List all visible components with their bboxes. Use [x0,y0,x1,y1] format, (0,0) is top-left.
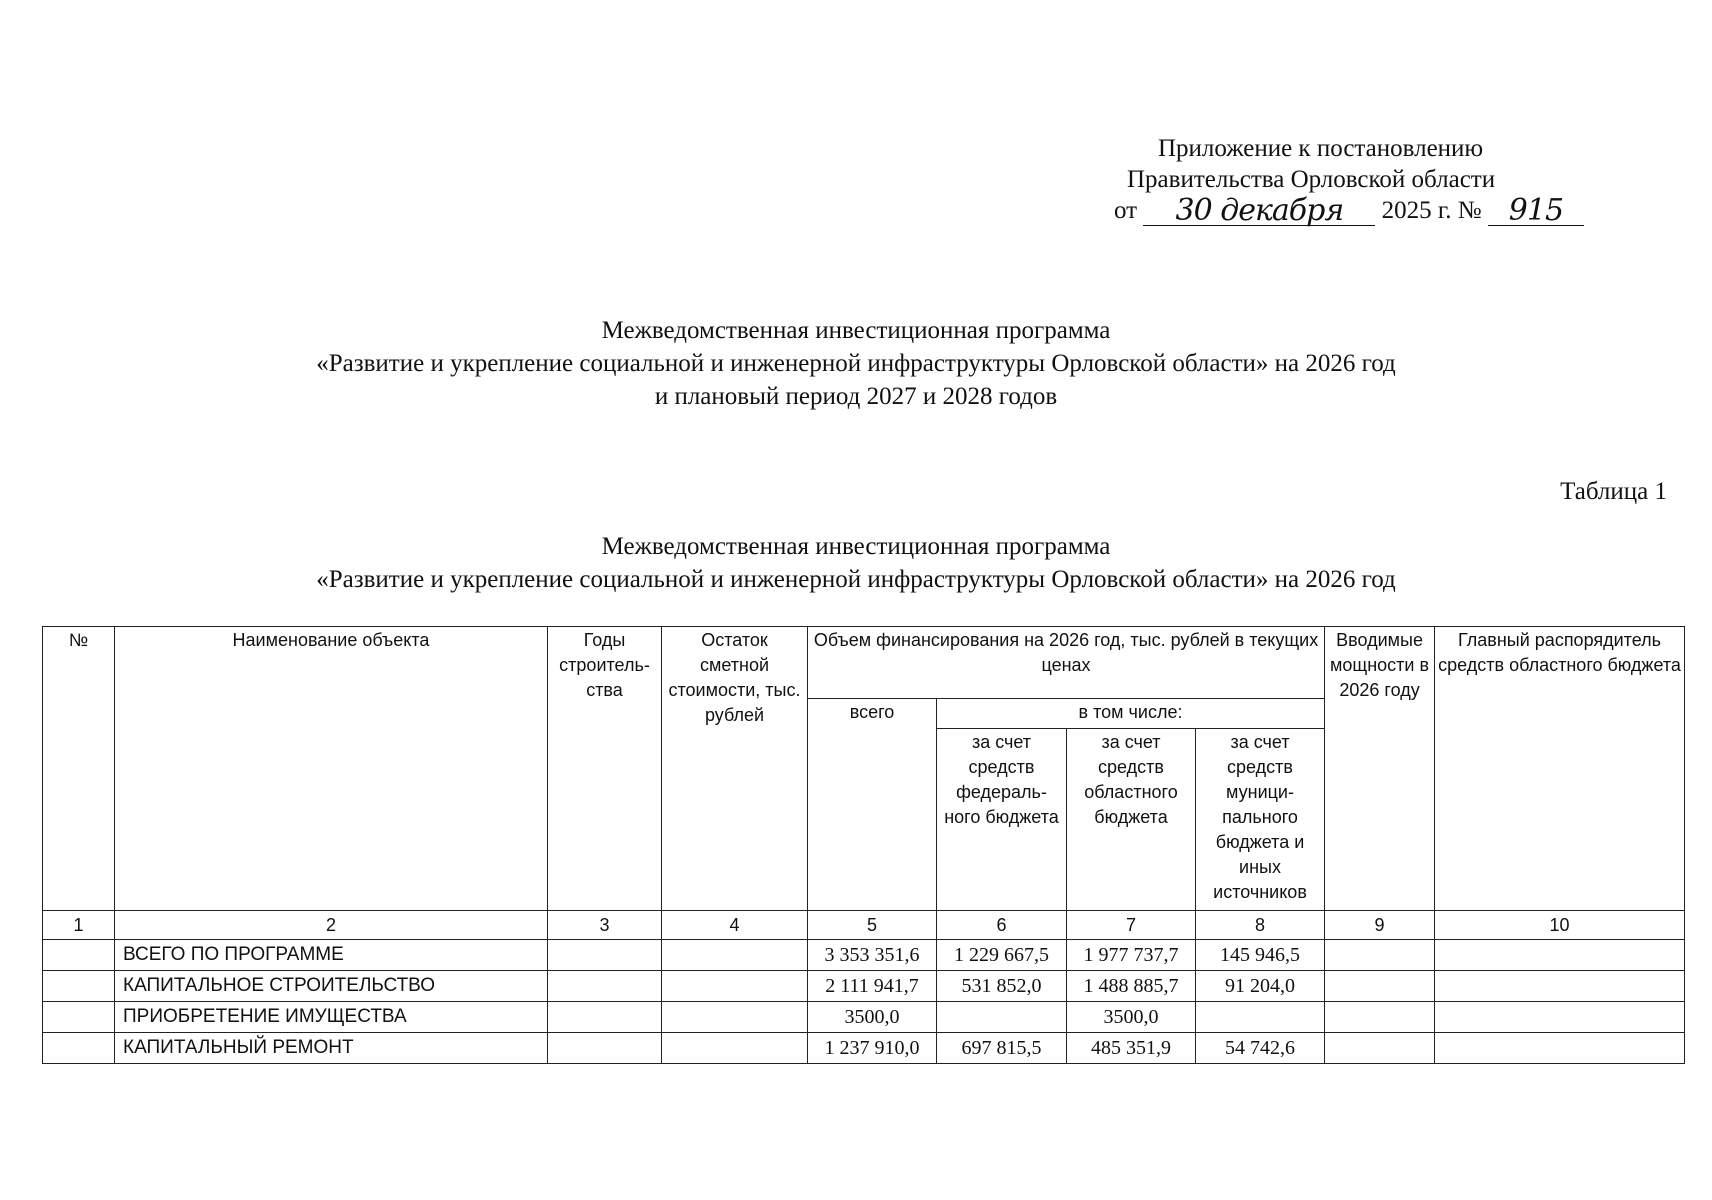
column-number: 1 [43,911,115,940]
cell-years [548,1033,662,1064]
appendix-line-3 [1090,195,1610,226]
cell-total: 3500,0 [808,1002,937,1033]
header-years: Годы строитель-ства [548,627,662,911]
cell-federal: 697 815,5 [937,1033,1067,1064]
table-label: Таблица 1 [1560,478,1667,505]
header-num: № [43,627,115,911]
cell-federal: 1 229 667,5 [937,940,1067,971]
cell-years [548,940,662,971]
column-number: 2 [115,911,548,940]
cell-manager [1435,1033,1685,1064]
cell-regional: 3500,0 [1067,1002,1196,1033]
cell-capacity [1325,1002,1435,1033]
cell-name: ПРИОБРЕТЕНИЕ ИМУЩЕСТВА [115,1002,548,1033]
table-row [43,1033,1685,1064]
document-title [0,314,1712,413]
cell-capacity [1325,1033,1435,1064]
cell-municipal: 145 946,5 [1196,940,1325,971]
column-number: 3 [548,911,662,940]
cell-years [548,1002,662,1033]
cell-remainder [662,1033,808,1064]
cell-total: 1 237 910,0 [808,1033,937,1064]
column-number: 5 [808,911,937,940]
table-row [43,971,1685,1002]
header-municipal: за счет средств муници-пального бюджета и иных источников [1196,729,1325,911]
appendix-prefix: от [1114,197,1138,224]
document-title-line-3: и плановый период 2027 и 2028 годов [654,383,1058,410]
appendix-line-1: Приложение к постановлению [1158,135,1484,162]
cell-total: 3 353 351,6 [808,940,937,971]
cell-regional: 485 351,9 [1067,1033,1196,1064]
header-manager: Главный распорядитель средств областного бюджета [1435,627,1685,911]
header-financing: Объем финансирования на 2026 год, тыс. рублей в текущих ценах [808,627,1325,699]
cell-name: ВСЕГО ПО ПРОГРАММЕ [115,940,548,971]
cell-manager [1435,940,1685,971]
column-number: 7 [1067,911,1196,940]
handwritten-date: 30 декабря [1143,197,1375,226]
column-number: 9 [1325,911,1435,940]
cell-federal [937,1002,1067,1033]
table-row [43,940,1685,971]
appendix-line-2: Правительства Орловской области [1127,166,1496,193]
table-title-line-2: «Развитие и укрепление социальной и инженерной инфраструктуры Орловской области» на 2026 год [316,566,1396,593]
table-body [43,911,1685,1064]
cell-municipal: 54 742,6 [1196,1033,1325,1064]
header-name: Наименование объекта [115,627,548,911]
cell-regional: 1 977 737,7 [1067,940,1196,971]
column-number: 4 [662,911,808,940]
cell-manager [1435,971,1685,1002]
header-total: всего [808,699,937,911]
cell-capacity [1325,940,1435,971]
cell-num [43,971,115,1002]
cell-name: КАПИТАЛЬНОЕ СТРОИТЕЛЬСТВО [115,971,548,1002]
cell-total: 2 111 941,7 [808,971,937,1002]
cell-capacity [1325,971,1435,1002]
header-capacity: Вводимые мощности в 2026 году [1325,627,1435,911]
cell-num [43,1033,115,1064]
document-title-line-1: Межведомственная инвестиционная программа [601,317,1111,344]
column-number-row [43,911,1685,940]
document-title-line-2: «Развитие и укрепление социальной и инженерной инфраструктуры Орловской области» на 2026 год [316,350,1396,377]
table-title [0,530,1712,596]
column-number: 10 [1435,911,1685,940]
column-number: 8 [1196,911,1325,940]
appendix-year-text: 2025 г. № [1381,197,1482,224]
cell-num [43,1002,115,1033]
handwritten-number: 915 [1488,197,1584,226]
cell-remainder [662,971,808,1002]
header-including: в том числе: [937,699,1325,729]
cell-remainder [662,940,808,971]
cell-manager [1435,1002,1685,1033]
table-row [43,1002,1685,1033]
header-remainder: Остаток сметной стоимости, тыс. рублей [662,627,808,911]
cell-name: КАПИТАЛЬНЫЙ РЕМОНТ [115,1033,548,1064]
cell-num [43,940,115,971]
appendix-header [1090,133,1610,226]
cell-municipal [1196,1002,1325,1033]
cell-years [548,971,662,1002]
table-title-line-1: Межведомственная инвестиционная программа [601,533,1111,560]
cell-remainder [662,1002,808,1033]
header-federal: за счет средств федераль-ного бюджета [937,729,1067,911]
header-regional: за счет средств областного бюджета [1067,729,1196,911]
financing-table [42,626,1685,1064]
cell-federal: 531 852,0 [937,971,1067,1002]
cell-regional: 1 488 885,7 [1067,971,1196,1002]
cell-municipal: 91 204,0 [1196,971,1325,1002]
column-number: 6 [937,911,1067,940]
